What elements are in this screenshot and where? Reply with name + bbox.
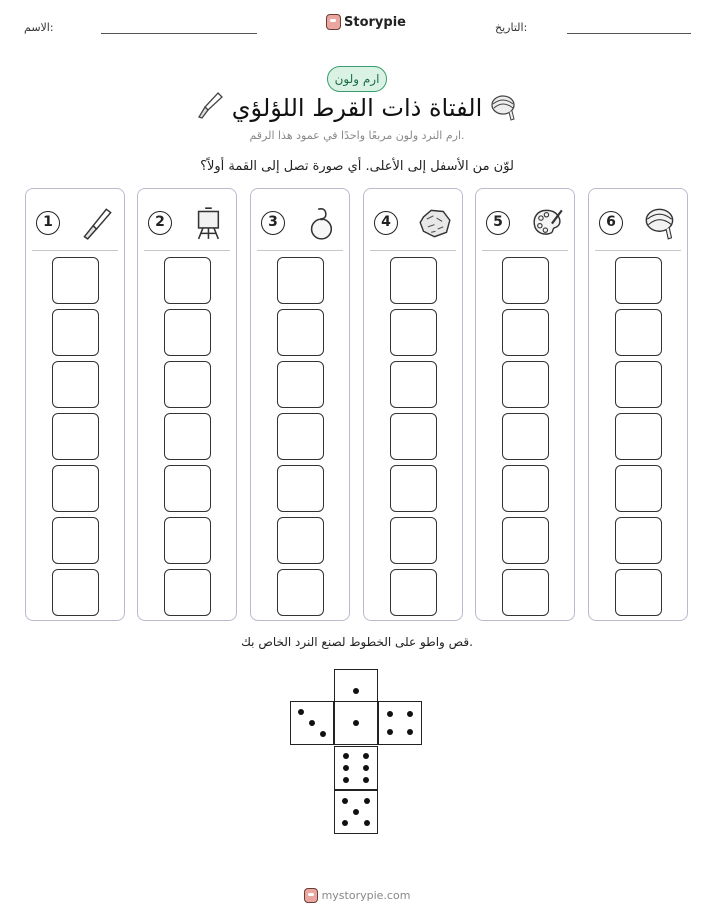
date-label: التاريخ:	[495, 21, 528, 34]
column-number: 2	[148, 211, 172, 235]
color-square[interactable]	[502, 309, 549, 356]
color-square[interactable]	[615, 309, 662, 356]
column-header	[482, 195, 568, 251]
dice-face-bottom[interactable]	[334, 790, 378, 834]
color-square[interactable]	[390, 413, 437, 460]
color-square[interactable]	[390, 569, 437, 616]
color-square[interactable]	[502, 569, 549, 616]
brand-logo	[326, 14, 406, 30]
color-square[interactable]	[502, 517, 549, 564]
color-square[interactable]	[390, 309, 437, 356]
dice-face-right[interactable]	[378, 701, 422, 745]
column-number: 4	[374, 211, 398, 235]
column-3	[250, 188, 350, 621]
easel-icon	[192, 206, 226, 240]
dice-pip	[407, 729, 413, 735]
column-header	[144, 195, 230, 251]
color-square[interactable]	[277, 569, 324, 616]
color-square[interactable]	[277, 413, 324, 460]
color-square[interactable]	[164, 257, 211, 304]
dice-pip	[363, 765, 369, 771]
color-square[interactable]	[615, 413, 662, 460]
color-square[interactable]	[52, 465, 99, 512]
column-header	[595, 195, 681, 251]
pearl-earring-icon	[305, 206, 339, 240]
dice-face-left[interactable]	[290, 701, 334, 745]
brand-name: Storypie	[344, 14, 406, 30]
color-square[interactable]	[277, 257, 324, 304]
column-2	[137, 188, 237, 621]
storypie-logo-icon	[304, 888, 318, 903]
color-square[interactable]	[277, 361, 324, 408]
date-line[interactable]	[567, 33, 691, 34]
dice-net	[290, 669, 424, 835]
dice-face-center[interactable]	[334, 701, 378, 745]
rock-icon	[418, 206, 452, 240]
dice-face-below-center[interactable]	[334, 746, 378, 790]
column-number: 1	[36, 211, 60, 235]
footer	[0, 888, 714, 903]
dice-pip	[309, 720, 315, 726]
color-square[interactable]	[164, 413, 211, 460]
dice-pip	[343, 777, 349, 783]
column-header	[370, 195, 456, 251]
color-square[interactable]	[390, 517, 437, 564]
dice-pip	[363, 777, 369, 783]
color-square[interactable]	[52, 361, 99, 408]
dice-pip	[298, 709, 304, 715]
color-square[interactable]	[502, 413, 549, 460]
dice-pip	[407, 711, 413, 717]
dice-pip	[387, 729, 393, 735]
column-number: 5	[486, 211, 510, 235]
activity-badge: ارم ولون	[327, 66, 387, 92]
dice-pip	[320, 731, 326, 737]
color-square[interactable]	[615, 569, 662, 616]
color-square[interactable]	[164, 569, 211, 616]
instruction-text: لوّن من الأسفل إلى الأعلى. أي صورة تصل إلى القمة أولاً؟	[200, 159, 514, 174]
color-square[interactable]	[164, 517, 211, 564]
color-square[interactable]	[502, 257, 549, 304]
dice-pip	[342, 798, 348, 804]
color-square[interactable]	[277, 517, 324, 564]
color-square[interactable]	[390, 257, 437, 304]
dice-pip	[343, 753, 349, 759]
color-square[interactable]	[52, 257, 99, 304]
color-square[interactable]	[390, 361, 437, 408]
color-square[interactable]	[52, 517, 99, 564]
subtitle: ارم النرد ولون مربعًا واحدًا في عمود هذا الرقم.	[249, 129, 465, 142]
color-square[interactable]	[615, 517, 662, 564]
column-number: 3	[261, 211, 285, 235]
cut-instruction: قص واطو على الخطوط لصنع النرد الخاص بك.	[241, 635, 473, 649]
palette-icon	[530, 206, 564, 240]
paintbrush-icon	[80, 206, 114, 240]
page-title: الفتاة ذات القرط اللؤلؤي	[231, 94, 483, 122]
dice-pip	[342, 820, 348, 826]
color-square[interactable]	[502, 361, 549, 408]
column-5	[475, 188, 575, 621]
storypie-logo-icon	[326, 14, 341, 30]
color-square[interactable]	[164, 309, 211, 356]
column-6	[588, 188, 688, 621]
color-square[interactable]	[52, 413, 99, 460]
column-4	[363, 188, 463, 621]
color-square[interactable]	[52, 569, 99, 616]
dice-pip	[353, 809, 359, 815]
color-square[interactable]	[277, 465, 324, 512]
color-square[interactable]	[615, 257, 662, 304]
color-square[interactable]	[615, 465, 662, 512]
color-square[interactable]	[502, 465, 549, 512]
footer-url[interactable]: mystorypie.com	[321, 889, 411, 902]
color-square[interactable]	[164, 361, 211, 408]
color-square[interactable]	[390, 465, 437, 512]
column-header	[32, 195, 118, 251]
color-square[interactable]	[52, 309, 99, 356]
dice-pip	[364, 820, 370, 826]
column-number: 6	[599, 211, 623, 235]
color-square[interactable]	[277, 309, 324, 356]
dice-pip	[353, 720, 359, 726]
dice-pip	[387, 711, 393, 717]
turban-icon	[489, 92, 519, 122]
color-square[interactable]	[164, 465, 211, 512]
dice-pip	[343, 765, 349, 771]
dice-pip	[363, 753, 369, 759]
name-line[interactable]	[101, 33, 257, 34]
turban-icon	[643, 206, 677, 240]
name-label: الاسم:	[24, 21, 54, 34]
color-square[interactable]	[615, 361, 662, 408]
dice-pip	[364, 798, 370, 804]
column-header	[257, 195, 343, 251]
dice-pip	[353, 688, 359, 694]
column-1	[25, 188, 125, 621]
